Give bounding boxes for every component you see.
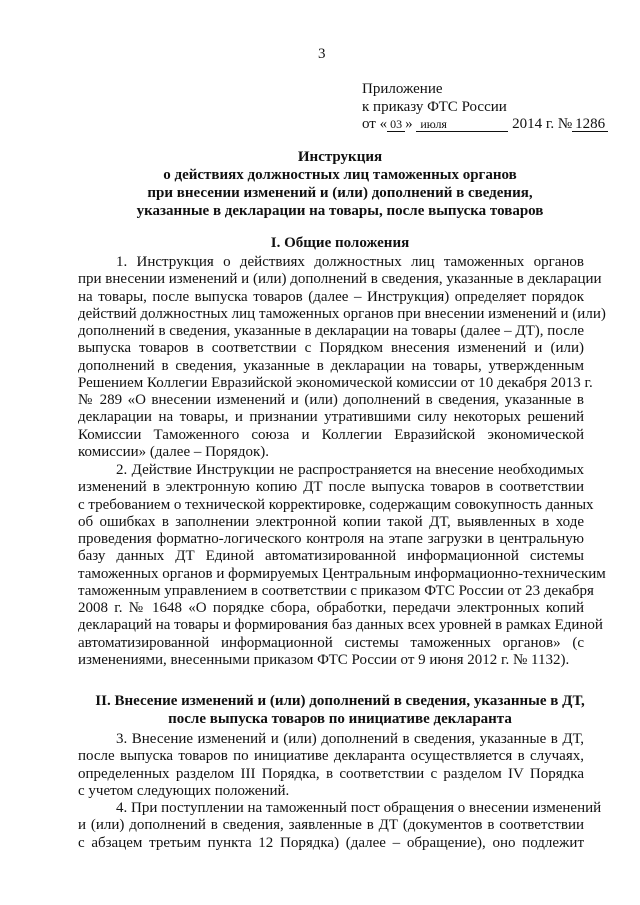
paragraph-line: изменений в электронную копию ДТ после выпуска товаров в соответствии <box>78 479 584 496</box>
title-line: о действиях должностных лиц таможенных органов <box>163 167 517 183</box>
paragraph-line: базу данных ДТ Единой автоматизированной информационной системы <box>78 548 584 565</box>
document-title <box>80 148 600 220</box>
title-line: указанные в декларации на товары, после выпуска товаров <box>136 203 544 219</box>
paragraph-line: 1. Инструкция о действиях должностных лиц таможенных органов <box>116 254 584 270</box>
paragraph-1 <box>78 254 606 461</box>
appendix-day: 03 <box>387 117 405 132</box>
paragraph-2 <box>78 462 606 669</box>
title-line: Инструкция <box>297 149 383 165</box>
paragraph-line: выпуска товаров в соответствии с Порядком внесения изменений и (или) <box>78 340 584 357</box>
appendix-line2: к приказу ФТС России <box>362 98 507 115</box>
paragraph-line: при внесении изменений и (или) дополнений в сведения, указанные в декларации <box>78 271 602 288</box>
section-2-heading-line: после выпуска товаров по инициативе декларанта <box>168 711 512 727</box>
appendix-month: июля <box>416 117 508 132</box>
paragraph-line: и (или) дополнений в сведения, заявленные в ДТ (документов в соответствии <box>78 817 584 834</box>
paragraph-line: об ошибках в заполнении электронной копии такой ДТ, выявленных в ходе <box>78 513 584 530</box>
paragraph-4 <box>78 800 602 852</box>
paragraph-line: 4. При поступлении на таможенный пост обращения о внесении изменений <box>116 800 602 816</box>
paragraph-line: 2008 г. № 1648 «О порядке сбора, обработки, передачи электронных копий <box>78 600 584 616</box>
paragraph-line: деклараций на товары и формирования баз данных всех уровней в рамках Единой <box>78 617 603 634</box>
paragraph-line: таможенным управлением в соответствии с приказом ФТС России от 23 декабря <box>78 582 594 599</box>
paragraph-line: на товары, после выпуска товаров (далее – Инструкция) определяет порядок <box>78 288 584 305</box>
page-number: 3 <box>318 46 326 62</box>
paragraph-line: таможенных органов и формируемых Центральным информационно-техническим <box>78 565 606 582</box>
paragraph-line: дополнений в сведения, указанные в декларации на товары, утвержденным <box>78 357 584 374</box>
paragraph-line: с требованием о технической корректировке, содержащим совокупность данных <box>78 496 594 513</box>
paragraph-line: с учетом следующих положений. <box>78 782 290 799</box>
appendix-header <box>362 81 608 134</box>
paragraph-line: комиссии» (далее – Порядок). <box>78 443 269 460</box>
title-line: при внесении изменений и (или) дополнений в сведения, <box>147 185 533 201</box>
paragraph-line: определенных разделом III Порядка, в соответствии с разделом IV Порядка <box>78 765 584 782</box>
paragraph-3 <box>78 731 584 800</box>
section-1-heading: I. Общие положения <box>270 235 410 251</box>
paragraph-line: Комиссии Таможенного союза и Коллегии Евразийской экономической <box>78 426 584 443</box>
section-2-heading-line: II. Внесение изменений и (или) дополнений в сведения, указанные в ДТ, <box>95 693 585 709</box>
appendix-date-line: от « 03 » июля 2014 г. № 1286 <box>362 116 608 134</box>
appendix-line1: Приложение <box>362 81 443 97</box>
paragraph-line: автоматизированной информационной системы таможенных органов» (с <box>78 634 584 651</box>
paragraph-line: проведения форматно-логического контроля на этапе загрузки в центральную <box>78 531 584 547</box>
paragraph-line: изменениями, внесенными приказом ФТС России от 9 июня 2012 г. № 1132). <box>78 651 570 668</box>
paragraph-line: дополнений в сведения, указанные в декларации на товары (далее – ДТ), после <box>78 323 585 339</box>
section-2-heading <box>80 692 600 728</box>
appendix-number: 1286 <box>572 117 608 132</box>
paragraph-line: после выпуска товаров по инициативе декларанта осуществляется в случаях, <box>78 748 584 765</box>
paragraph-line: декларации на товары, и признании утратившими силу некоторых решений <box>78 409 584 426</box>
paragraph-line: Решением Коллегии Евразийской экономической комиссии от 10 декабря 2013 г. <box>78 374 593 391</box>
paragraph-line: действий должностных лиц таможенных органов при внесении изменений и (или) <box>78 305 606 322</box>
paragraph-line: с абзацем третьим пункта 12 Порядка) (далее – обращение), оно подлежит <box>78 834 584 851</box>
paragraph-line: № 289 «О внесении изменений и (или) дополнений в сведения, указанные в <box>78 392 584 408</box>
paragraph-line: 2. Действие Инструкции не распространяется на внесение необходимых <box>116 462 584 478</box>
paragraph-line: 3. Внесение изменений и (или) дополнений в сведения, указанные в ДТ, <box>116 731 584 747</box>
